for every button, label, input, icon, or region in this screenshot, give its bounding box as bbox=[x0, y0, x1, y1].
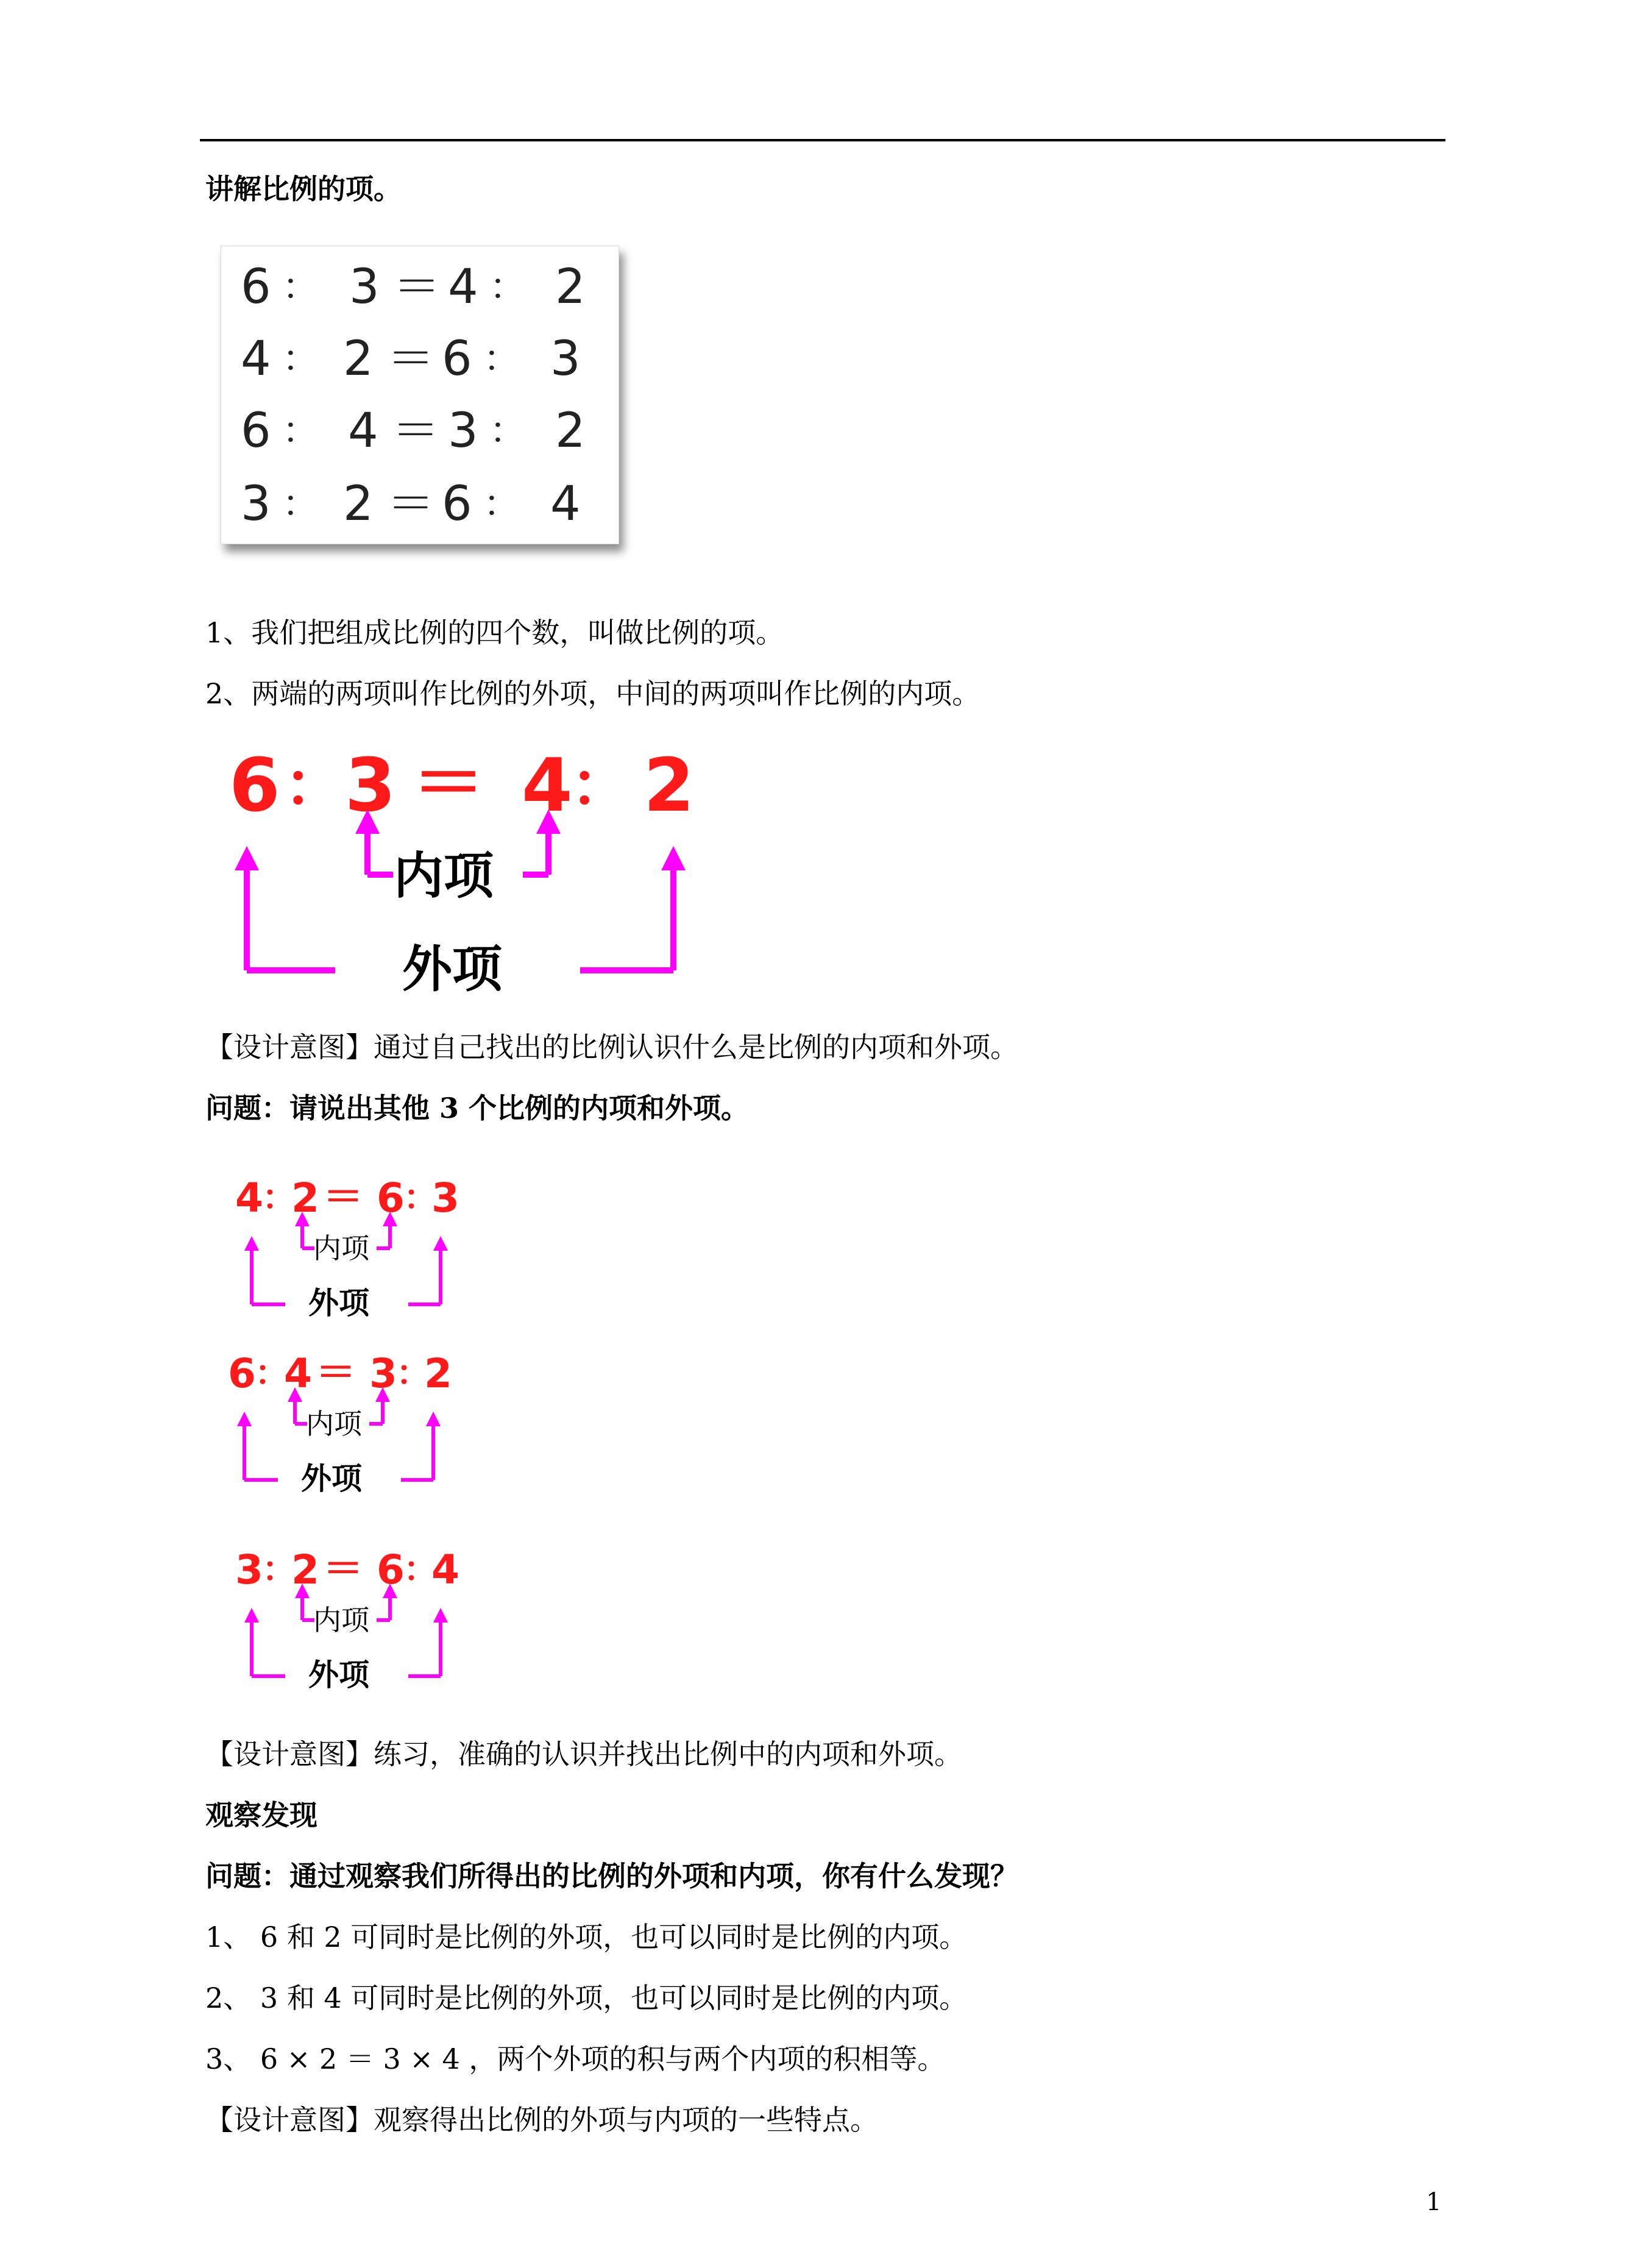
ratio-equals: ＝ bbox=[316, 1349, 356, 1396]
inner-term-right: 6 bbox=[377, 1175, 405, 1221]
inner-term-right: 4 bbox=[522, 744, 573, 828]
ratio-colon: ： bbox=[396, 1354, 430, 1393]
ratio-equals: ＝ bbox=[412, 741, 485, 826]
outer-label: 外项 bbox=[308, 1285, 369, 1321]
inner-term-left: 2 bbox=[291, 1175, 319, 1221]
ratio-term: 6 bbox=[241, 403, 271, 458]
ratio-row bbox=[221, 397, 619, 464]
ratio-colon: ： bbox=[489, 266, 526, 308]
ratio-colon: ： bbox=[489, 410, 526, 452]
proportion-diagram-1 bbox=[230, 1169, 474, 1334]
outer-term-left: 4 bbox=[235, 1175, 263, 1221]
ratio-term: 4 bbox=[241, 332, 271, 386]
ratio-equals: ＝ bbox=[387, 477, 435, 531]
outer-label: 外项 bbox=[308, 1657, 369, 1693]
outer-term-left: 6 bbox=[229, 744, 280, 828]
ratio-colon: ： bbox=[483, 338, 520, 380]
inner-term-left: 2 bbox=[291, 1546, 319, 1593]
ratio-equals: ＝ bbox=[393, 260, 441, 315]
section-heading-observe: 观察发现 bbox=[205, 1799, 317, 1832]
question-2: 问题：通过观察我们所得出的比例的外项和内项，你有什么发现？ bbox=[205, 1860, 1018, 1893]
proportion-diagram-2 bbox=[223, 1345, 467, 1509]
ratio-colon: ： bbox=[403, 1550, 438, 1590]
outer-term-left: 6 bbox=[228, 1350, 256, 1397]
design-intent-2: 【设计意图】练习，准确的认识并找出比例中的内项和外项。 bbox=[205, 1738, 962, 1771]
design-intent-1: 【设计意图】通过自己找出的比例认识什么是比例的内项和外项。 bbox=[205, 1031, 1018, 1064]
ratio-table bbox=[221, 246, 619, 544]
ratio-colon: ： bbox=[255, 1354, 289, 1393]
proportion-diagram-3 bbox=[230, 1541, 474, 1705]
finding-1: 1、 6 和 2 可同时是比例的外项，也可以同时是比例的内项。 bbox=[205, 1921, 968, 1953]
inner-label: 内项 bbox=[313, 1604, 369, 1637]
ratio-colon: ： bbox=[282, 266, 319, 308]
ratio-colon: ： bbox=[282, 338, 319, 380]
big-proportion-diagram bbox=[219, 731, 719, 1000]
outer-term-right: 2 bbox=[644, 744, 695, 828]
ratio-colon: ： bbox=[282, 410, 319, 452]
ratio-term: 3 bbox=[448, 403, 478, 458]
header-rule bbox=[200, 139, 1445, 141]
ratio-colon: ： bbox=[483, 483, 520, 525]
ratio-colon: ： bbox=[262, 1550, 296, 1590]
outer-term-right: 2 bbox=[424, 1350, 452, 1397]
outer-label: 外项 bbox=[301, 1461, 362, 1496]
ratio-term: 6 bbox=[442, 332, 472, 386]
outer-term-right: 4 bbox=[431, 1546, 459, 1593]
ratio-colon: ： bbox=[403, 1178, 438, 1218]
ratio-row bbox=[221, 325, 619, 393]
inner-label: 内项 bbox=[313, 1232, 369, 1265]
inner-term-right: 3 bbox=[369, 1350, 397, 1397]
ratio-term: 4 bbox=[550, 477, 581, 531]
inner-label: 内项 bbox=[306, 1407, 362, 1440]
ratio-colon: ： bbox=[284, 749, 345, 820]
finding-3: 3、 6 × 2 ＝ 3 × 4 ，两个外项的积与两个内项的积相等。 bbox=[205, 2042, 946, 2075]
ratio-term: 4 bbox=[348, 403, 378, 458]
design-intent-3: 【设计意图】观察得出比例的外项与内项的一些特点。 bbox=[205, 2103, 878, 2136]
ratio-equals: ＝ bbox=[387, 332, 435, 386]
ratio-term: 2 bbox=[343, 332, 374, 386]
inner-term-left: 4 bbox=[284, 1350, 312, 1397]
point-1: 1、我们把组成比例的四个数，叫做比例的项。 bbox=[205, 616, 784, 649]
ratio-term: 4 bbox=[448, 260, 478, 315]
outer-term-right: 3 bbox=[431, 1175, 459, 1221]
ratio-term: 2 bbox=[343, 477, 374, 531]
ratio-term: 3 bbox=[241, 477, 271, 531]
ratio-term: 2 bbox=[555, 403, 586, 458]
ratio-term: 6 bbox=[442, 477, 472, 531]
ratio-term: 2 bbox=[555, 260, 586, 315]
point-2: 2、两端的两项叫作比例的外项，中间的两项叫作比例的内项。 bbox=[205, 677, 980, 710]
ratio-row bbox=[221, 471, 619, 538]
ratio-term: 3 bbox=[349, 260, 380, 315]
outer-term-left: 3 bbox=[235, 1546, 263, 1593]
question-1: 问题：请说出其他 3 个比例的内项和外项。 bbox=[205, 1092, 750, 1125]
inner-term-right: 6 bbox=[377, 1546, 405, 1593]
page-number: 1 bbox=[1426, 2188, 1442, 2216]
ratio-colon: ： bbox=[570, 749, 631, 820]
ratio-equals: ＝ bbox=[323, 1545, 363, 1592]
ratio-colon: ： bbox=[282, 483, 319, 525]
ratio-term: 3 bbox=[550, 332, 581, 386]
inner-term-left: 3 bbox=[345, 744, 396, 828]
ratio-term: 6 bbox=[241, 260, 271, 315]
outer-label: 外项 bbox=[402, 940, 503, 998]
section-heading: 讲解比例的项。 bbox=[205, 172, 402, 205]
ratio-colon: ： bbox=[262, 1178, 296, 1218]
ratio-row bbox=[221, 254, 619, 321]
ratio-equals: ＝ bbox=[392, 403, 440, 458]
ratio-equals: ＝ bbox=[323, 1173, 363, 1220]
inner-label: 内项 bbox=[394, 847, 494, 905]
finding-2: 2、 3 和 4 可同时是比例的外项，也可以同时是比例的内项。 bbox=[205, 1982, 968, 2014]
